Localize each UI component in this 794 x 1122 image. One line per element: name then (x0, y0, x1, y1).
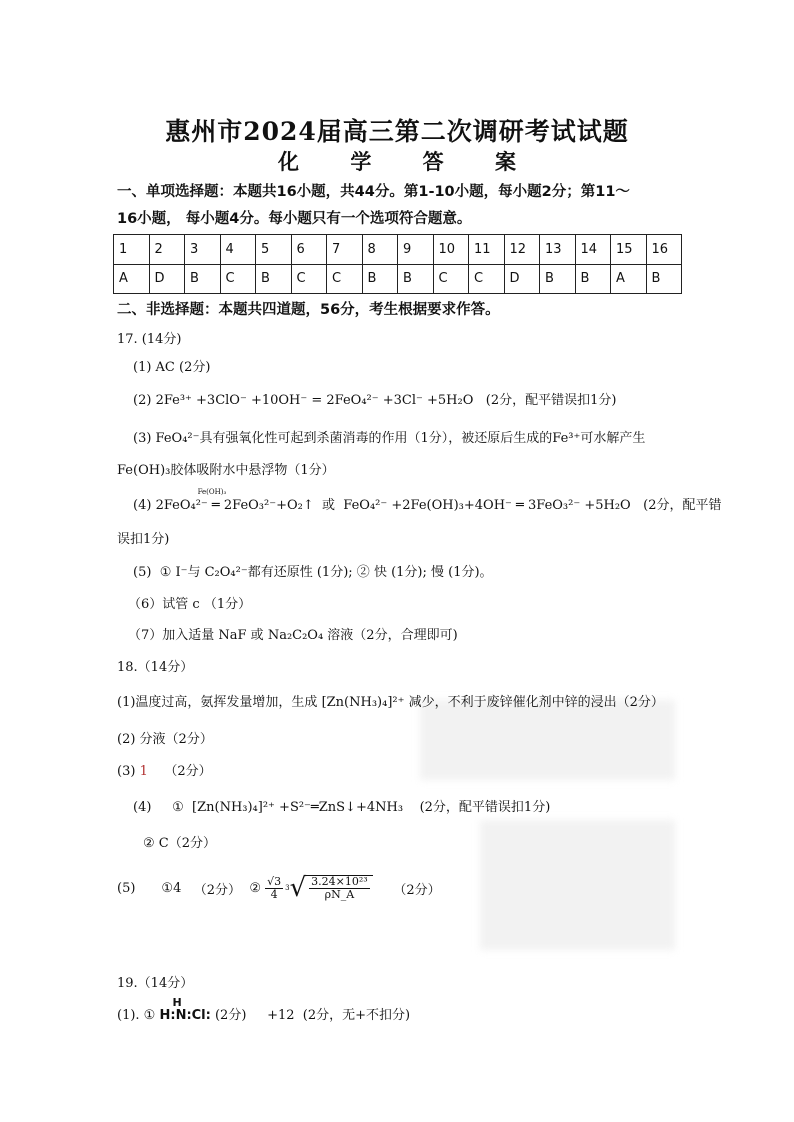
q18-part5-note2: （2分） (393, 882, 441, 898)
radicand (306, 875, 373, 901)
scan-smudge (420, 700, 675, 780)
q19-heading: 19.（14分） (117, 976, 194, 991)
q18-part4b-text: C（2分） (158, 836, 217, 851)
q17-part2-label: (2) (133, 393, 152, 408)
radicand-denominator: ρN_A (324, 888, 355, 901)
question-number: 12 (504, 235, 540, 265)
q17-part4 (133, 488, 722, 513)
question-number: 15 (611, 235, 647, 265)
q17-part4-label: (4) (133, 498, 152, 513)
q18-part1 (117, 691, 664, 710)
answer-cell: D (149, 264, 185, 294)
answer-cell: C (327, 264, 363, 294)
q17-part7: （7）加入适量 NaF 或 Na₂C₂O₄ 溶液（2分，合理即可) (128, 628, 458, 643)
q18-part3-note: （2分） (164, 764, 212, 779)
q17-part4-equation1: 2FeO₄²⁻ ═ 2FeO₃²⁻+O₂↑ (155, 498, 314, 513)
q17-part3-line1: (3) FeO₄²⁻具有强氧化性可起到杀菌消毒的作用（1分），被还原后生成的Fe³⁺可水解产生 (133, 431, 646, 446)
answer-table (113, 234, 682, 294)
q18-part4 (133, 796, 550, 815)
q18-part4-note: (2分，配平错误扣1分) (419, 800, 551, 815)
q18-part5 (117, 868, 441, 908)
circled-two: ② (143, 836, 155, 851)
q17-part1: (1) AC (2分) (133, 360, 211, 375)
electron-dot-formula (159, 996, 211, 1023)
answer-cell: B (540, 264, 576, 294)
q18-part3-label: (3) (117, 764, 136, 779)
q17-part2 (133, 389, 616, 408)
question-number: 11 (469, 235, 505, 265)
question-number: 3 (185, 235, 221, 265)
q17-part3-line2: Fe(OH)₃胶体吸附水中悬浮物（1分） (117, 463, 335, 478)
q19-part1-value: +12 (267, 1008, 295, 1023)
radicand-fraction (309, 876, 370, 901)
page-title: 惠州市2024届高三第二次调研考试试题 (165, 117, 629, 146)
q17-heading: 17. (14分) (117, 332, 182, 347)
q18-part4-label: (4) (133, 800, 152, 815)
answer-table-number-row (114, 235, 682, 265)
answer-cell: B (575, 264, 611, 294)
answer-cell: B (646, 264, 682, 294)
q17-part5-label: (5) (133, 565, 152, 580)
answer-table-answer-row (114, 264, 682, 294)
question-number: 6 (291, 235, 327, 265)
q17-part5-text1: I⁻与 C₂O₄²⁻都有还原性 (1分); (175, 565, 353, 580)
question-number: 2 (149, 235, 185, 265)
q19-part1-note2: (2分，无+不扣分) (302, 1008, 411, 1023)
root-index: 3 (285, 884, 290, 892)
q18-part3 (117, 760, 212, 779)
frac-denominator: 4 (270, 887, 278, 901)
answer-cell: B (398, 264, 434, 294)
circled-two: ② (249, 880, 261, 896)
circled-one: ① (159, 565, 172, 580)
q18-part4b (143, 832, 216, 851)
radicand-numerator: 3.24×10²³ (311, 875, 368, 888)
question-number: 16 (646, 235, 682, 265)
answer-cell: D (504, 264, 540, 294)
q18-part3-value: 1 (139, 764, 148, 779)
answer-cell: B (256, 264, 292, 294)
section2-heading: 二、非选择题：本题共四道题，56分，考生根据要求作答。 (117, 302, 500, 318)
q18-part1-pre: (1)温度过高，氨挥发量增加，生成 (117, 695, 318, 710)
answer-cell: B (362, 264, 398, 294)
q17-part4-equation2: FeO₄²⁻ +2Fe(OH)₃+4OH⁻ ═ 3FeO₃²⁻ +5H₂O (343, 498, 631, 513)
q19-part1-label: (1). ① (117, 1008, 156, 1023)
answer-cell: A (611, 264, 647, 294)
q18-part5-label: (5) (117, 880, 136, 896)
circled-one: ① (161, 880, 174, 896)
q17-part5-text2: 快 (1分); 慢 (1分)。 (373, 565, 493, 580)
frac-numerator: √3 (267, 874, 282, 888)
q17-part6: （6）试管 c （1分） (128, 597, 252, 612)
electron-dot-main: H:N:Cl: (159, 1008, 211, 1023)
question-number: 13 (540, 235, 576, 265)
q17-part4-or: 或 (322, 498, 336, 513)
answer-cell: C (291, 264, 327, 294)
q18-part1-post: 减少，不利于废锌催化剂中锌的浸出（2分） (408, 695, 664, 710)
question-number: 8 (362, 235, 398, 265)
q17-part4-note-cont: 误扣1分) (117, 532, 170, 547)
answer-cell: B (185, 264, 221, 294)
question-number: 9 (398, 235, 434, 265)
circled-one: ① (172, 800, 184, 815)
q18-part4-equation: [Zn(NH₃)₄]²⁺ +S²⁻═ZnS↓+4NH₃ (192, 800, 404, 815)
answer-cell: C (469, 264, 505, 294)
q18-heading: 18.（14分） (117, 660, 194, 675)
answer-cell: C (220, 264, 256, 294)
question-number: 10 (433, 235, 469, 265)
section1-line2: 16小题， 每小题4分。每小题只有一个选项符合题意。 (117, 211, 472, 227)
question-number: 1 (114, 235, 150, 265)
q18-part5-note1: （2分） (193, 882, 242, 898)
q19-part1 (117, 996, 411, 1023)
page-subtitle: 化 学 答 案 (278, 149, 538, 174)
q17-part2-equation: 2Fe³⁺ +3ClO⁻ +10OH⁻ = 2FeO₄²⁻ +3Cl⁻ +5H₂O (155, 393, 474, 408)
q17-part4-note: (2分，配平错 (643, 498, 722, 513)
question-number: 5 (256, 235, 292, 265)
circled-two: ② (356, 565, 370, 580)
q19-part1-note1: (2分) (214, 1008, 247, 1023)
question-number: 7 (327, 235, 363, 265)
section1-line1: 一、单项选择题：本题共16小题，共44分。第1-10小题，每小题2分；第11～ (117, 184, 630, 200)
question-number: 4 (220, 235, 256, 265)
q17-part4-condition: Fe(OH)₃ (197, 488, 227, 496)
scan-smudge (480, 820, 675, 950)
answer-cell: A (114, 264, 150, 294)
q18-part1-complex: [Zn(NH₃)₄]²⁺ (321, 695, 405, 710)
q17-part2-note: (2分，配平错误扣1分) (485, 393, 617, 408)
question-number: 14 (575, 235, 611, 265)
q17-part5 (133, 561, 493, 580)
electron-dot-top-h: H (172, 996, 182, 1009)
q18-part5-value1: 4 (173, 880, 182, 896)
answer-cell: C (433, 264, 469, 294)
radical-sign: √ (289, 873, 307, 903)
sqrt3-over-4 (265, 876, 283, 901)
q18-part2: (2) 分液（2分） (117, 732, 213, 747)
